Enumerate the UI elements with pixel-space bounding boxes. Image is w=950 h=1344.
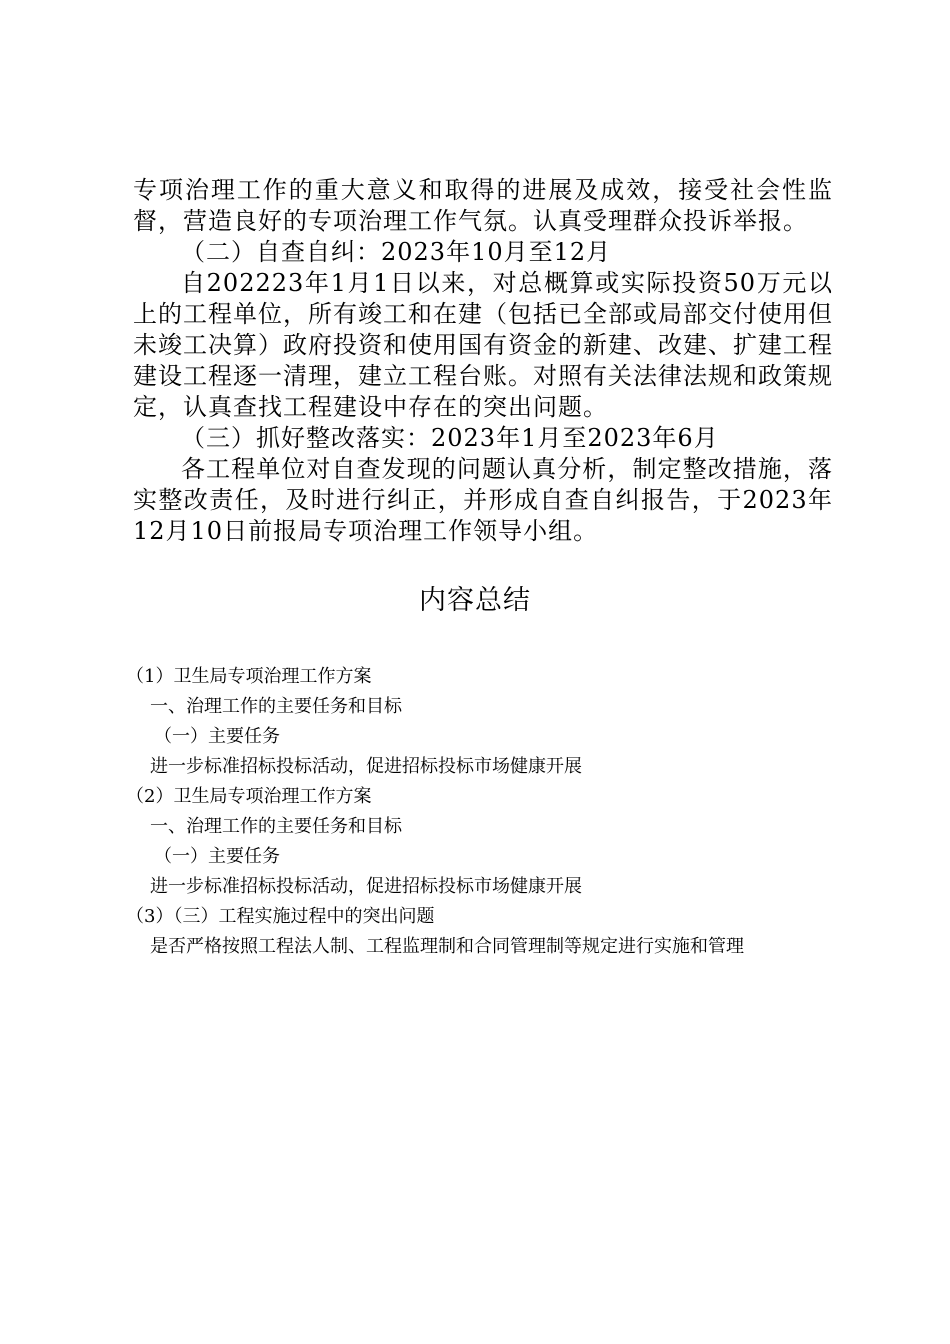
summary-list [126, 662, 826, 962]
subheading-self-check: （二）自查自纠：2023年10月至12月 [181, 238, 612, 266]
summary-item-label: （3）（三）工程实施过程中的突出问题 [126, 906, 435, 927]
summary-item-text: 进一步标准招标投标活动，促进招标投标市场健康开展 [150, 756, 582, 777]
summary-item-heading: 一、治理工作的主要任务和目标 [150, 816, 402, 837]
body-text [133, 175, 833, 547]
summary-item-label: （1）卫生局专项治理工作方案 [126, 666, 372, 687]
paragraph-intro: 专项治理工作的重大意义和取得的进展及成效，接受社会性监督，营造良好的专项治理工作气氛。认真受理群众投诉举报。 [133, 176, 833, 235]
summary-item-text: 是否严格按照工程法人制、工程监理制和合同管理制等规定进行实施和管理 [150, 936, 744, 957]
paragraph-self-check: 自202223年1月1日以来，对总概算或实际投资50万元以上的工程单位，所有竣工和在建（包括已全部或局部交付使用但未竣工决算）政府投资和使用国有资金的新建、改建、扩建工程建设工程逐一清理，建立工程台账。对照有关法律法规和政策规定，认真查找工程建设中存在的突出问题。 [133, 269, 833, 421]
summary-item-text: 进一步标准招标投标活动，促进招标投标市场健康开展 [150, 876, 582, 897]
summary-item-heading: 一、治理工作的主要任务和目标 [150, 696, 402, 717]
summary-item-label: （2）卫生局专项治理工作方案 [126, 786, 372, 807]
subheading-rectification: （三）抓好整改落实：2023年1月至2023年6月 [181, 424, 719, 452]
summary-item-subheading: （一）主要任务 [154, 726, 280, 747]
paragraph-rectification: 各工程单位对自查发现的问题认真分析，制定整改措施，落实整改责任，及时进行纠正，并形成自查自纠报告，于2023年12月10日前报局专项治理工作领导小组。 [133, 455, 833, 545]
summary-title: 内容总结 [419, 585, 531, 616]
summary-item-subheading: （一）主要任务 [154, 846, 280, 867]
